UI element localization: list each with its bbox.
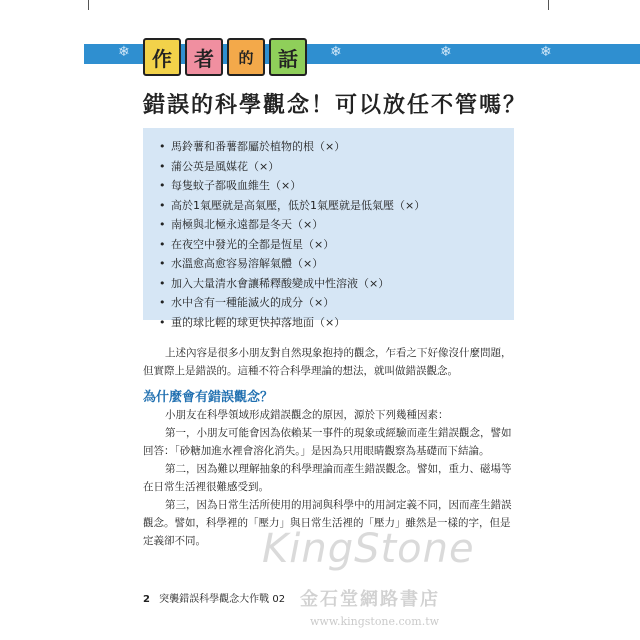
crop-mark bbox=[88, 0, 89, 10]
snowflake-icon: ❄ bbox=[440, 44, 452, 60]
badge-char: 者 bbox=[185, 38, 223, 76]
list-item: • 馬鈴薯和番薯都屬於植物的根（×） bbox=[159, 140, 346, 153]
section-title: 為什麼會有錯誤觀念？ bbox=[143, 390, 274, 405]
badge-char: 的 bbox=[227, 38, 265, 76]
watermark-name: 金石堂網路書店 bbox=[300, 589, 440, 610]
list-item: • 每隻蚊子都吸血維生（×） bbox=[159, 179, 302, 192]
list-item: • 蒲公英是風媒花（×） bbox=[159, 159, 280, 173]
badge-char: 作 bbox=[143, 38, 181, 76]
list-item: • 水溫愈高愈容易溶解氣體（×） bbox=[159, 257, 324, 270]
book-title: 突襲錯誤科學觀念大作戰 02 bbox=[159, 594, 286, 605]
watermark-url: www.kingstone.com.tw bbox=[310, 615, 440, 628]
list-item: • 加入大量清水會讓稀釋酸變成中性溶液（×） bbox=[159, 276, 390, 290]
crop-mark bbox=[548, 0, 549, 10]
page-footer bbox=[143, 590, 285, 605]
page-title: 錯誤的科學觀念！可以放任不管嗎？ bbox=[143, 93, 528, 118]
section-badges bbox=[143, 38, 307, 76]
watermark-logo: KingStone bbox=[262, 526, 475, 572]
page-number: 2 bbox=[143, 594, 150, 605]
misconception-box bbox=[143, 128, 514, 329]
snowflake-icon: ❄ bbox=[330, 44, 342, 60]
list-item: • 水中含有一種能滅火的成分（×） bbox=[159, 296, 335, 309]
reason-paragraph: 第一，小朋友可能會因為依賴某一事件的現象或經驗而產生錯誤觀念，譬如回答：「砂糖加進水裡會溶化消失。」是因為只用眼睛觀察為基礎而下結論。 bbox=[143, 427, 512, 457]
snowflake-icon: ❄ bbox=[540, 44, 552, 60]
list-item: • 在夜空中發光的全都是恆星（×） bbox=[159, 237, 335, 251]
intro-paragraph: 上述內容是很多小朋友對自然現象抱持的觀念，乍看之下好像沒什麼問題，但實際上是錯誤的。這種不符合科學理論的想法，就叫做錯誤觀念。 bbox=[143, 347, 512, 377]
snowflake-icon: ❄ bbox=[118, 44, 130, 60]
list-item: • 重的球比輕的球更快掉落地面（×） bbox=[159, 315, 346, 329]
section-intro: 小朋友在科學領域形成錯誤觀念的原因，源於下列幾種因素： bbox=[165, 409, 449, 421]
list-item: • 高於1氣壓就是高氣壓，低於1氣壓就是低氣壓（×） bbox=[159, 198, 426, 212]
reason-paragraph: 第二，因為難以理解抽象的科學理論而產生錯誤觀念。譬如，重力、磁場等在日常生活裡很難感受到。 bbox=[143, 463, 512, 493]
badge-char: 話 bbox=[269, 38, 307, 76]
reason-paragraph: 第三，因為日常生活所使用的用詞與科學中的用詞定義不同，因而產生錯誤觀念。譬如，科學裡的「壓力」與日常生活裡的「壓力」雖然是一樣的字，但是定義卻不同。 bbox=[143, 499, 512, 547]
list-item: • 南極與北極永遠都是冬天（×） bbox=[159, 218, 324, 231]
